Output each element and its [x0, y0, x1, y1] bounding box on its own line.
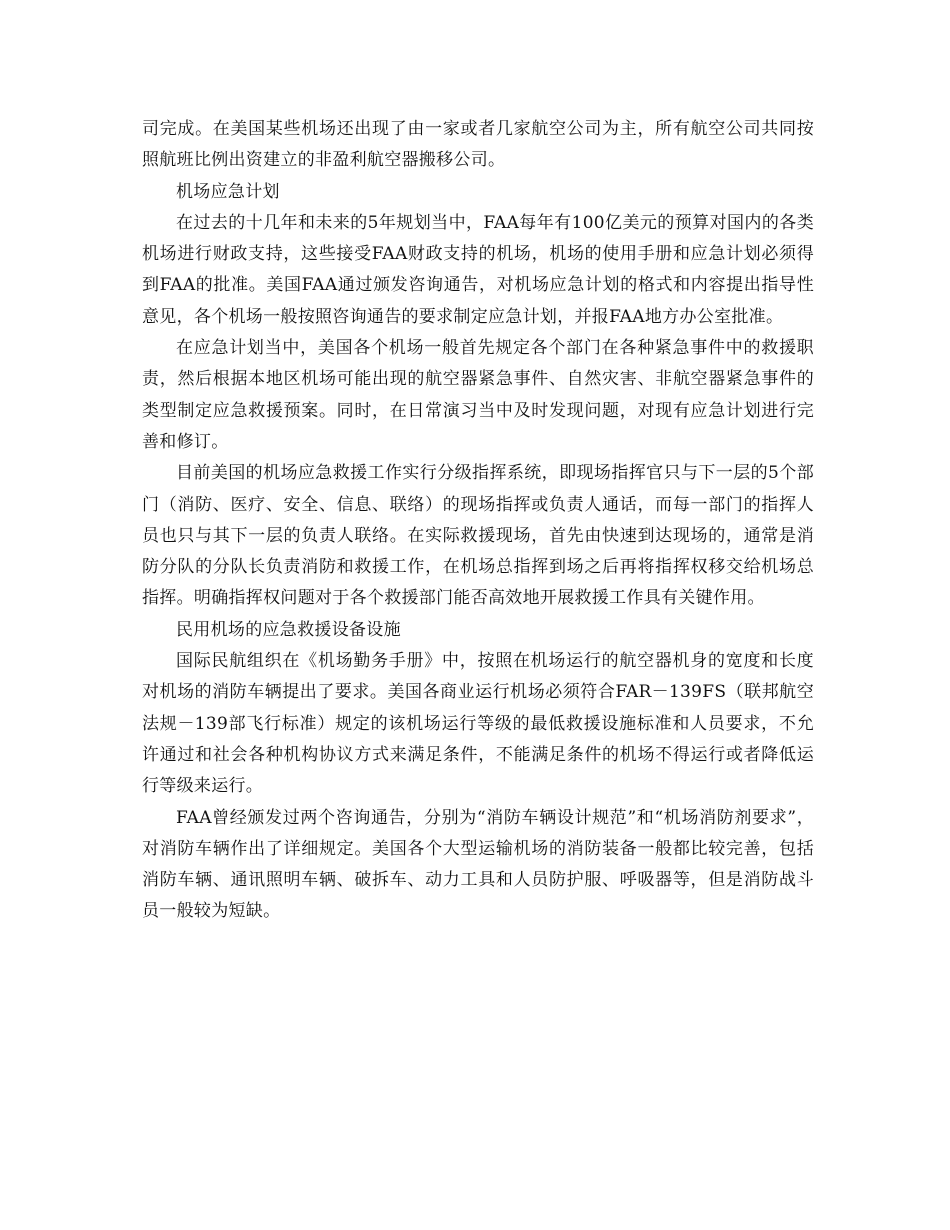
section-heading-rescue-equipment: 民用机场的应急救援设备设施: [176, 619, 401, 640]
paragraph: FAA曾经颁发过两个咨询通告，分别为“消防车辆设计规范”和“机场消防剂要求”，对消防车辆作出了详细规定。美国各个大型运输机场的消防装备一般都比较完善，包括消防车辆、通讯照明车辆、破拆车、动力工具和人员防护服、呼吸器等，但是消防战斗员一般较为短缺。: [142, 807, 814, 922]
paragraph-continuation: 司完成。在美国某些机场还出现了由一家或者几家航空公司为主，所有航空公司共同按照航班比例出资建立的非盈利航空器搬移公司。: [142, 119, 814, 171]
paragraph: 在应急计划当中，美国各个机场一般首先规定各个部门在各种紧急事件中的救援职责，然后根据本地区机场可能出现的航空器紧急事件、自然灾害、非航空器紧急事件的类型制定应急救援预案。同时，在日常演习当中及时发现问题，对现有应急计划进行完善和修订。: [142, 338, 814, 452]
document-body: [142, 114, 814, 928]
section-heading-emergency-plan: 机场应急计划: [176, 181, 280, 202]
paragraph: 国际民航组织在《机场勤务手册》中，按照在机场运行的航空器机身的宽度和长度对机场的消防车辆提出了要求。美国各商业运行机场必须符合FAR－139FS（联邦航空法规－139部飞行标准）规定的该机场运行等级的最低救援设施标准和人员要求，不允许通过和社会各种机构协议方式来满足条件，不能满足条件的机场不得运行或者降低运行等级来运行。: [142, 651, 814, 797]
paragraph: 目前美国的机场应急救援工作实行分级指挥系统，即现场指挥官只与下一层的5个部门（消防、医疗、安全、信息、联络）的现场指挥或负责人通话，而每一部门的指挥人员也只与其下一层的负责人联络。在实际救援现场，首先由快速到达现场的，通常是消防分队的分队长负责消防和救援工作，在机场总指挥到场之后再将指挥权移交给机场总指挥。明确指挥权问题对于各个救援部门能否高效地开展救援工作具有关键作用。: [142, 463, 814, 609]
paragraph: 在过去的十几年和未来的5年规划当中，FAA每年有100亿美元的预算对国内的各类机场进行财政支持，这些接受FAA财政支持的机场，机场的使用手册和应急计划必须得到FAA的批准。美国FAA通过颁发咨询通告，对机场应急计划的格式和内容提出指导性意见，各个机场一般按照咨询通告的要求制定应急计划，并报FAA地方办公室批准。: [142, 212, 814, 327]
